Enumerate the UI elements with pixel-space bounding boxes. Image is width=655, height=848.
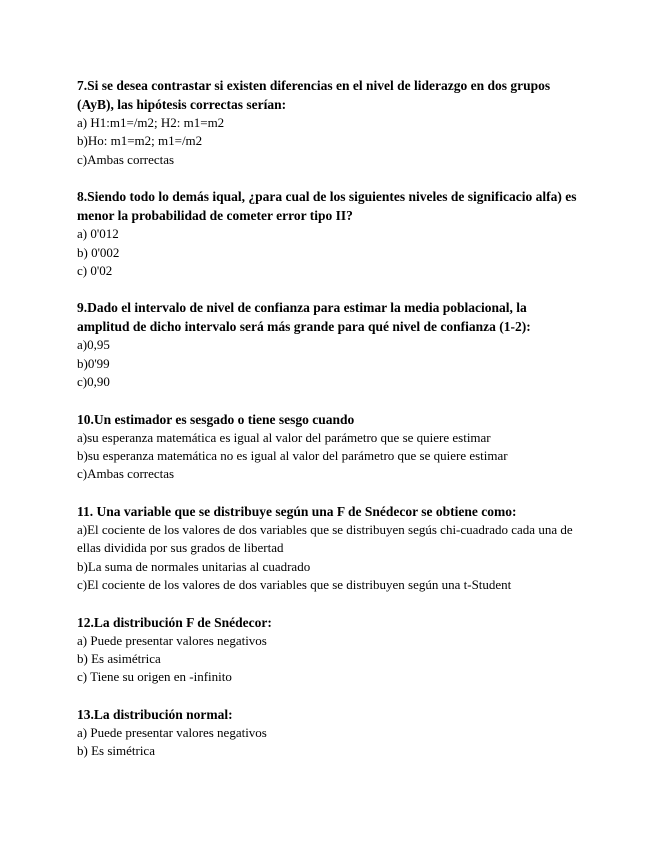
question-option: b) Es asimétrica: [77, 650, 161, 666]
question-option: c) Tiene su origen en -infinito: [77, 669, 232, 685]
question-8: [77, 187, 577, 280]
question-option: a) H1:m1=/m2; H2: m1=m2: [77, 115, 225, 130]
question-title: 11. Una variable que se distribuye según una F de Snédecor se obtiene como:: [77, 503, 517, 519]
question-option: c)Ambas correctas: [77, 466, 175, 482]
question-option: a) Puede presentar valores negativos: [77, 632, 267, 648]
question-option: c)0,90: [77, 374, 110, 390]
question-option: b) Es simétrica: [77, 743, 155, 759]
question-11: [77, 502, 577, 595]
question-option: b)La suma de normales unitarias al cuadrado: [77, 558, 311, 574]
question-option: a) 0'012: [77, 226, 119, 242]
question-option: a)El cociente de los valores de dos variables que se distribuyen segús chi-cuadrado cada una de ellas dividida por sus grados de libertad: [77, 521, 576, 556]
question-13: [77, 705, 577, 761]
question-option: c)Ambas correctas: [77, 151, 175, 167]
question-7: [77, 76, 577, 169]
question-title: 7.Si se desea contrastar si existen diferencias en el nivel de liderazgo en dos grupos (AyB), las hipótesis correctas serían:: [77, 78, 551, 112]
question-title: 9.Dado el intervalo de nivel de confianza para estimar la media poblacional, la amplitud de dicho intervalo será más grande para qué nivel de confianza (1-2):: [77, 300, 531, 335]
question-option: b)0'99: [77, 355, 110, 371]
document-page: [77, 76, 577, 779]
question-option: a)su esperanza matemática es igual al valor del parámetro que se quiere estimar: [77, 429, 491, 445]
question-title: 10.Un estimador es sesgado o tiene sesgo cuando: [77, 411, 355, 427]
question-title: 13.La distribución normal:: [77, 706, 233, 722]
question-12: [77, 613, 577, 687]
question-option: a)0,95: [77, 337, 110, 353]
question-title: 12.La distribución F de Snédecor:: [77, 614, 272, 630]
question-option: c)El cociente de los valores de dos variables que se distribuyen según una t-Student: [77, 577, 512, 593]
question-option: b)su esperanza matemática no es igual al valor del parámetro que se quiere estimar: [77, 448, 508, 464]
question-9: [77, 298, 577, 391]
question-option: c) 0'02: [77, 263, 113, 279]
question-option: b)Ho: m1=m2; m1=/m2: [77, 133, 203, 149]
question-option: b) 0'002: [77, 244, 120, 260]
question-10: [77, 410, 577, 484]
question-title: 8.Siendo todo lo demás iqual, ¿para cual de los siguientes niveles de significacio alfa) es menor la probabilidad de cometer error tipo II?: [77, 189, 577, 224]
question-option: a) Puede presentar valores negativos: [77, 724, 267, 740]
